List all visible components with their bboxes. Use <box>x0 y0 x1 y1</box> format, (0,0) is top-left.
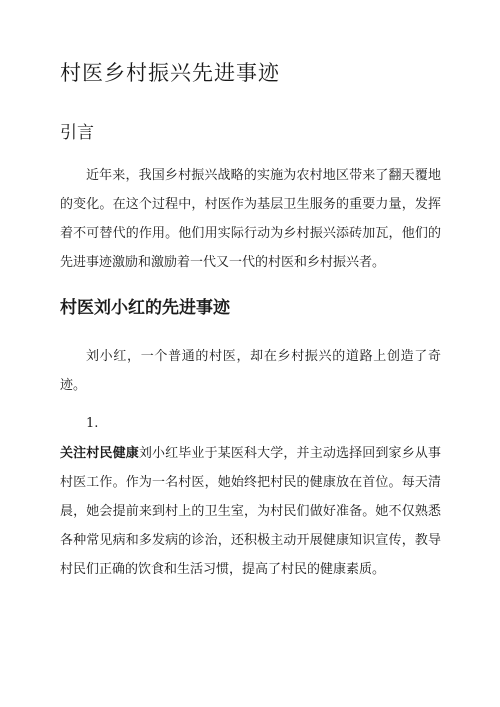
section-heading-liu: 村医刘小红的先进事迹 <box>60 298 230 318</box>
health-item-title: 关注村民健康 <box>60 446 139 461</box>
health-paragraph <box>60 439 441 584</box>
intro-paragraph: 近年来，我国乡村振兴战略的实施为农村地区带来了翻天覆地的变化。在这个过程中，村医作为基层卫生服务的重要力量，发挥着不可替代的作用。他们用实际行动为乡村振兴添砖加瓦，他们的先进事迹激励和激励着一代又一代的村医和乡村振兴者。 <box>60 168 441 270</box>
document-title: 村医乡村振兴先进事迹 <box>60 61 280 85</box>
liu-intro-paragraph: 刘小红，一个普通的村医，却在乡村振兴的道路上创造了奇迹。 <box>60 349 441 393</box>
health-item-text: 刘小红毕业于某医科大学，并主动选择回到家乡从事村医工作。作为一名村医，她始终把村民的健康放在首位。每天清晨，她会提前来到村上的卫生室，为村民们做好准备。她不仅熟悉各种常见病和多发病的诊治，还积极主动开展健康知识宣传，教导村民们正确的饮食和生活习惯，提高了村民的健康素质。 <box>60 446 441 577</box>
section-heading-intro: 引言 <box>60 123 94 143</box>
list-item-number: 1. <box>86 416 99 431</box>
